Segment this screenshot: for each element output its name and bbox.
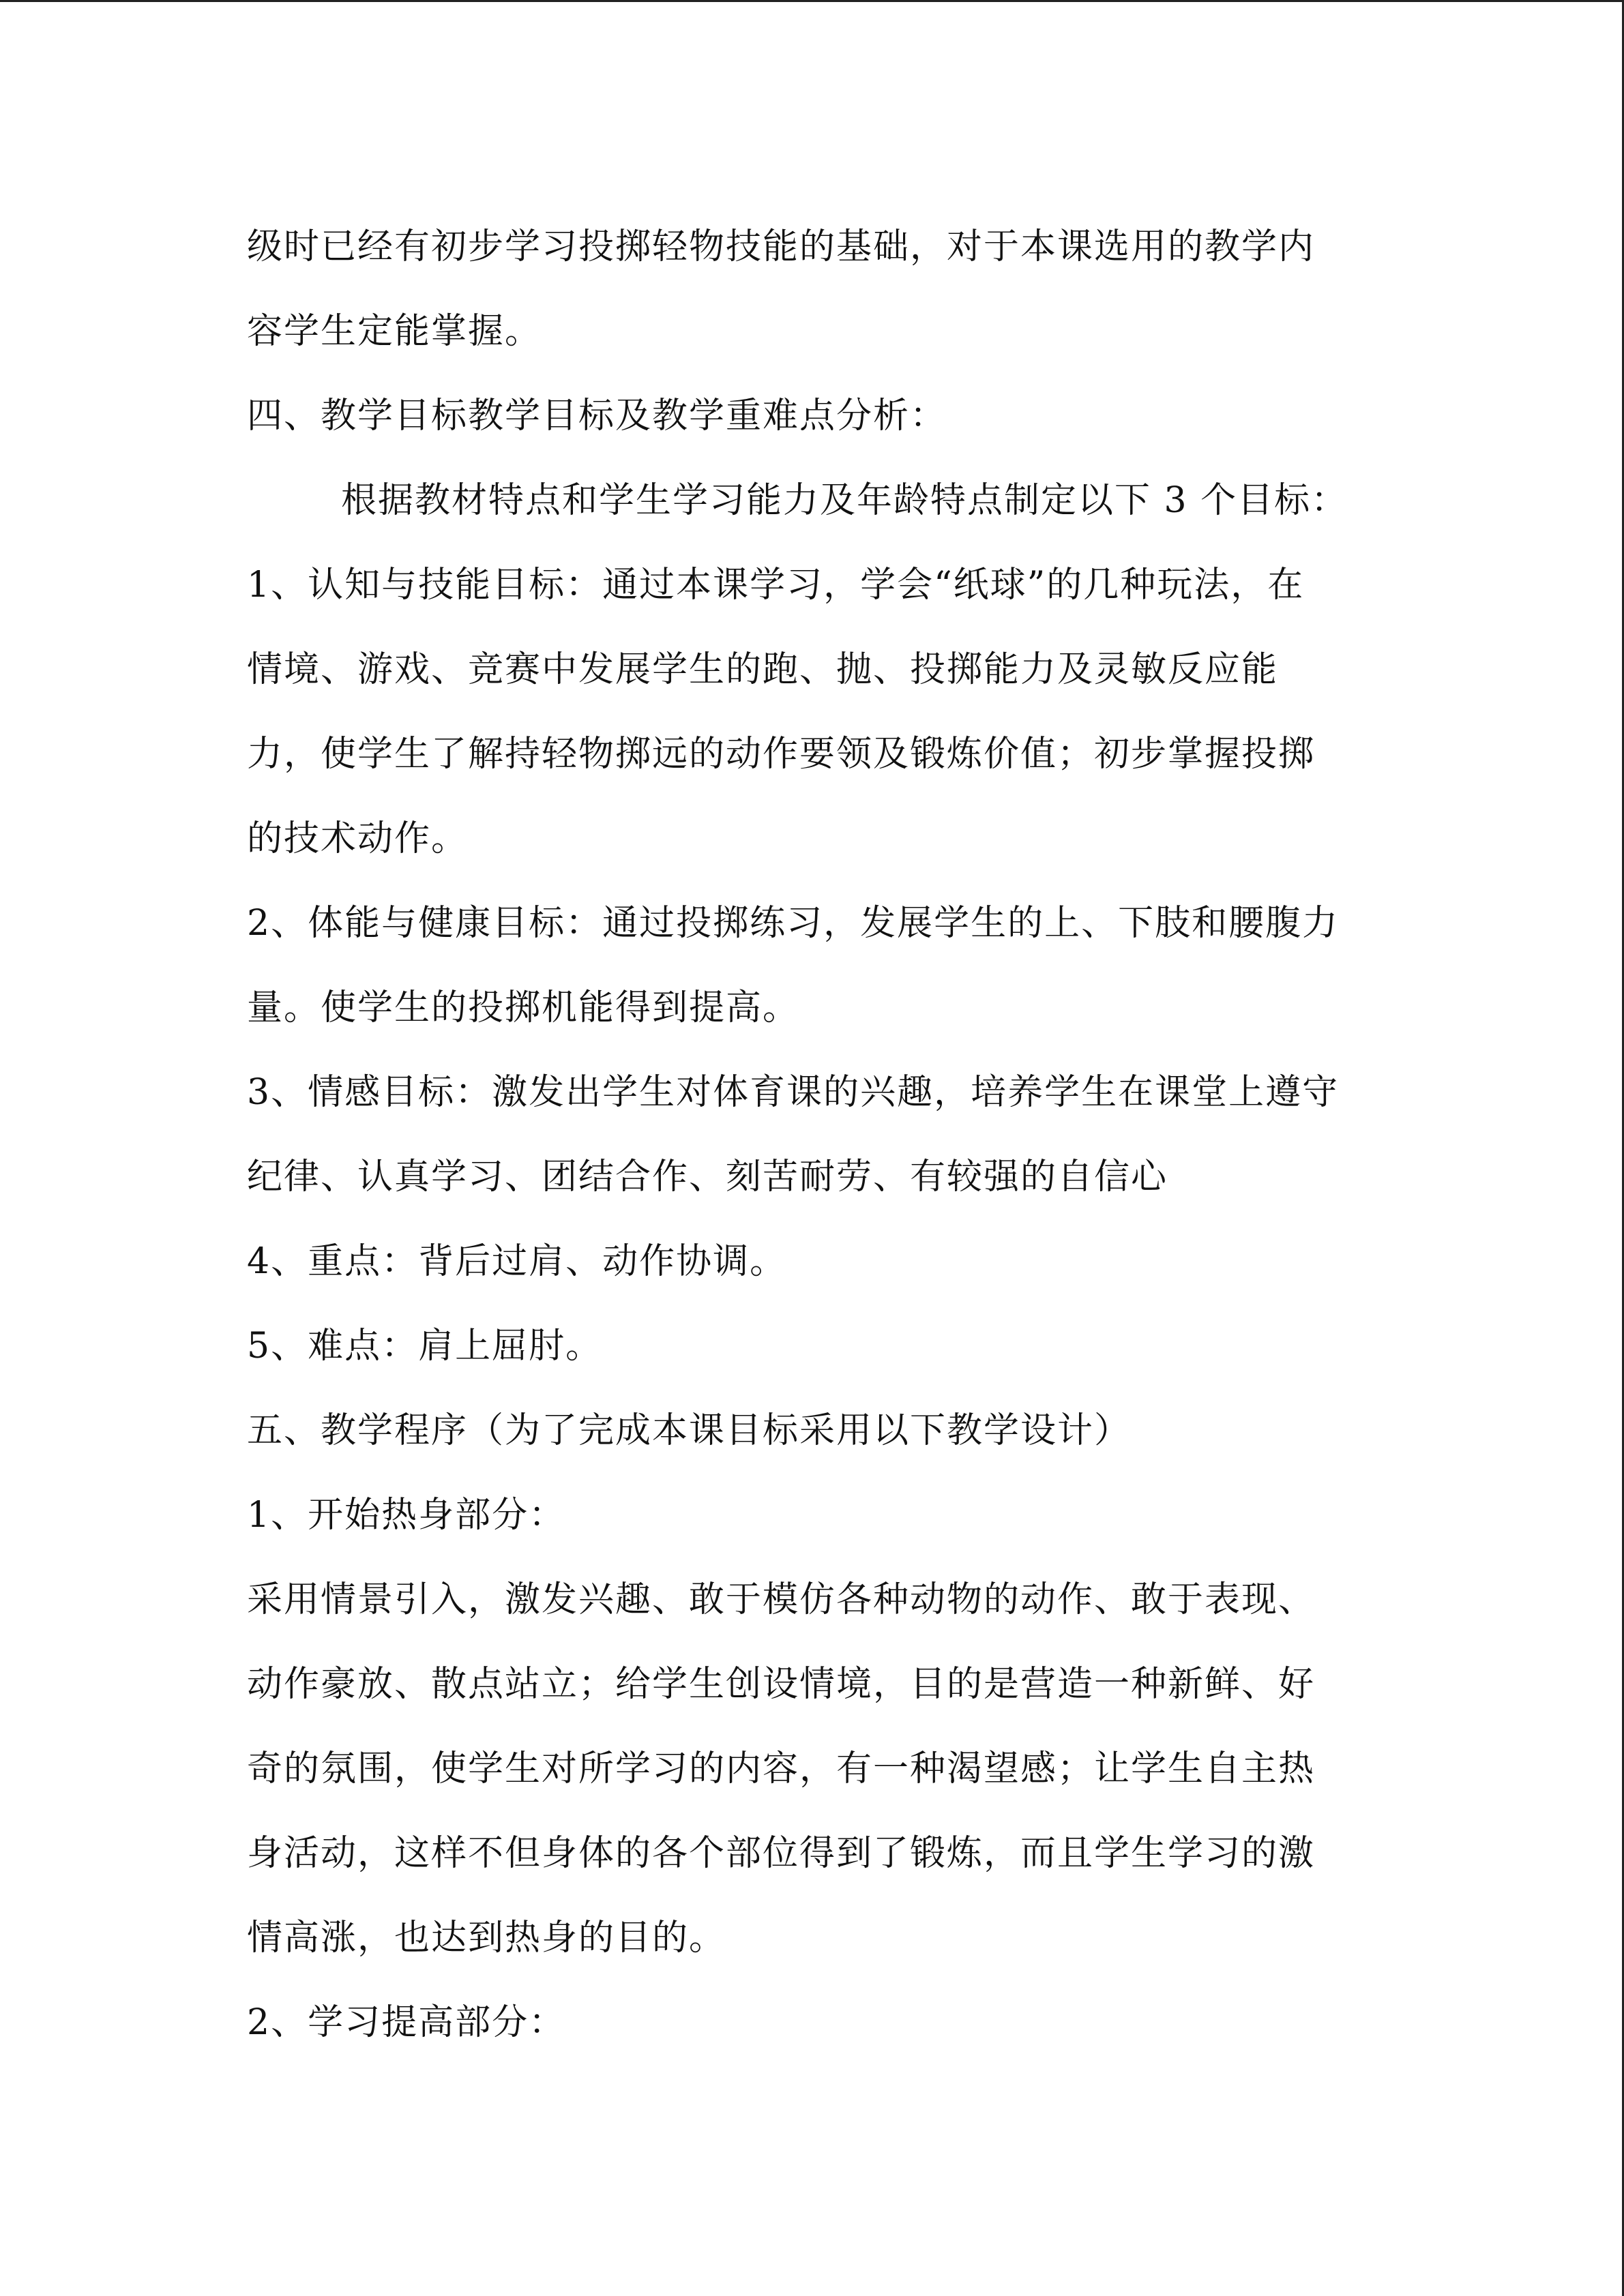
paragraph-line: 情境、游戏、竞赛中发展学生的跑、抛、投掷能力及灵敏反应能 — [247, 649, 1279, 690]
list-item: 3、情感目标：激发出学生对体育课的兴趣，培养学生在课堂上遵守 — [247, 1072, 1340, 1113]
paragraph-line: 级时已经有初步学习投掷轻物技能的基础，对于本课选用的教学内 — [247, 226, 1316, 267]
paragraph-line: 动作豪放、散点站立；给学生创设情境，目的是营造一种新鲜、好 — [247, 1664, 1316, 1705]
paragraph-line: 情高涨，也达到热身的目的。 — [247, 1918, 726, 1958]
paragraph-line: 容学生定能掌握。 — [247, 311, 542, 352]
section-heading: 五、教学程序（为了完成本课目标采用以下教学设计） — [247, 1410, 1132, 1451]
paragraph-line: 量。使学生的投掷机能得到提高。 — [247, 987, 800, 1028]
page-border-top — [0, 0, 1624, 2]
document-body — [247, 205, 1379, 2065]
paragraph-line: 身活动，这样不但身体的各个部位得到了锻炼，而且学生学习的激 — [247, 1833, 1316, 1874]
list-item: 5、难点：肩上屈肘。 — [247, 1326, 603, 1367]
section-heading: 四、教学目标教学目标及教学重难点分析： — [247, 396, 947, 436]
paragraph-line: 纪律、认真学习、团结合作、刻苦耐劳、有较强的自信心 — [247, 1157, 1168, 1197]
list-item: 2、体能与健康目标：通过投掷练习，发展学生的上、下肢和腰腹力 — [247, 903, 1340, 944]
list-item: 2、学习提高部分： — [247, 2002, 566, 2043]
list-item: 4、重点：背后过肩、动作协调。 — [247, 1241, 787, 1282]
list-item: 1、开始热身部分： — [247, 1495, 566, 1536]
paragraph-line: 根据教材特点和学生学习能力及年龄特点制定以下 3 个目标： — [341, 480, 1348, 521]
paragraph-line: 奇的氛围，使学生对所学习的内容，有一种渴望感；让学生自主热 — [247, 1748, 1316, 1789]
paragraph-line: 采用情景引入，激发兴趣、敢于模仿各种动物的动作、敢于表现、 — [247, 1579, 1316, 1620]
paragraph-line: 的技术动作。 — [247, 818, 469, 859]
list-item: 1、认知与技能目标：通过本课学习，学会“纸球”的几种玩法，在 — [247, 565, 1305, 606]
paragraph-line: 力，使学生了解持轻物掷远的动作要领及锻炼价值；初步掌握投掷 — [247, 734, 1316, 775]
